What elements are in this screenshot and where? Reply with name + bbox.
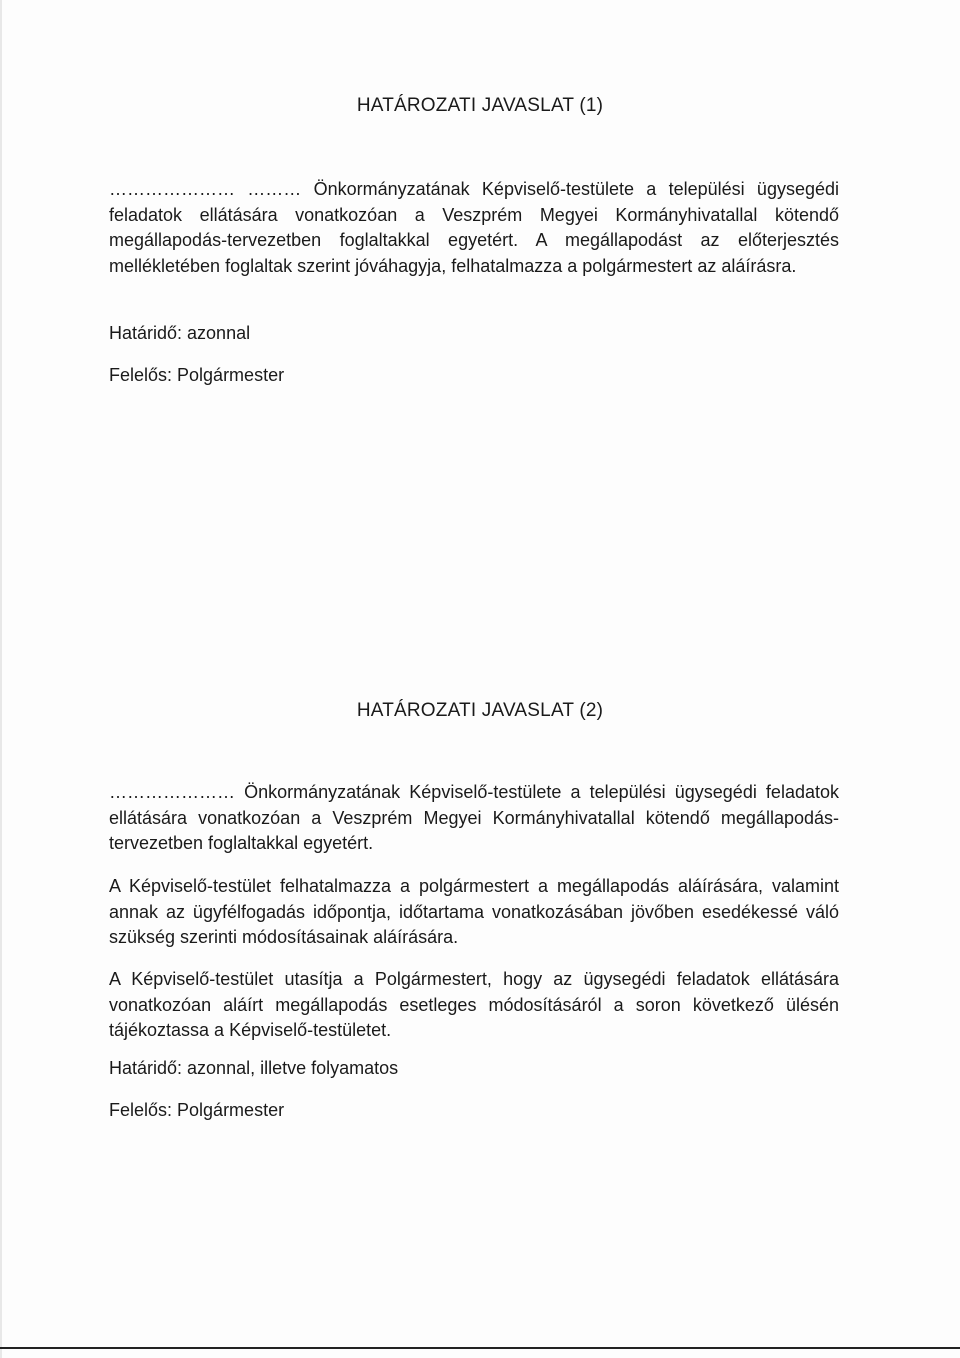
section2-paragraph-2: A Képviselő-testület felhatalmazza a polgármestert a megállapodás aláírására, valamint annak az ügyfélfogadás időpontja, időtartama vonatkozásában jövőben esedékessé váló szükség szerinti módosításainak aláírására.	[109, 876, 839, 947]
section2-paragraph-1: ………………… Önkormányzatának Képviselő-testülete a települési ügysegédi feladatok ellátására vonatkozóan a Veszprém Megyei Kormányhivatallal kötendő megállapodás-tervezetben foglaltakkal egyetért.	[109, 782, 839, 853]
section1-heading: HATÁROZATI JAVASLAT (1)	[356, 95, 604, 116]
section1-paragraph: ………………… ……… Önkormányzatának Képviselő-testülete a települési ügysegédi feladatok ellátására vonatkozóan a Veszprém Megyei Kormányhivatallal kötendő megállapodás-tervezetben foglaltakkal egyetért. A megállapodást az előterjesztés mellékletében foglaltak szerint jóváhagyja, felhatalmazza a polgármestert az aláírásra.	[109, 179, 839, 276]
section2-paragraph-3: A Képviselő-testület utasítja a Polgármestert, hogy az ügysegédi feladatok ellátására vonatkozóan aláírt megállapodás esetleges módosításáról a soron következő ülésén tájékoztassa a Képviselő-testületet.	[109, 969, 839, 1040]
scan-edge	[0, 0, 2, 1358]
section1-responsible: Felelős: Polgármester	[109, 365, 285, 385]
section1-deadline: Határidő: azonnal	[109, 323, 251, 343]
bottom-rule	[0, 1347, 960, 1349]
section2-deadline: Határidő: azonnal, illetve folyamatos	[109, 1058, 399, 1078]
section2-heading: HATÁROZATI JAVASLAT (2)	[356, 700, 604, 721]
section2-responsible: Felelős: Polgármester	[109, 1100, 285, 1120]
